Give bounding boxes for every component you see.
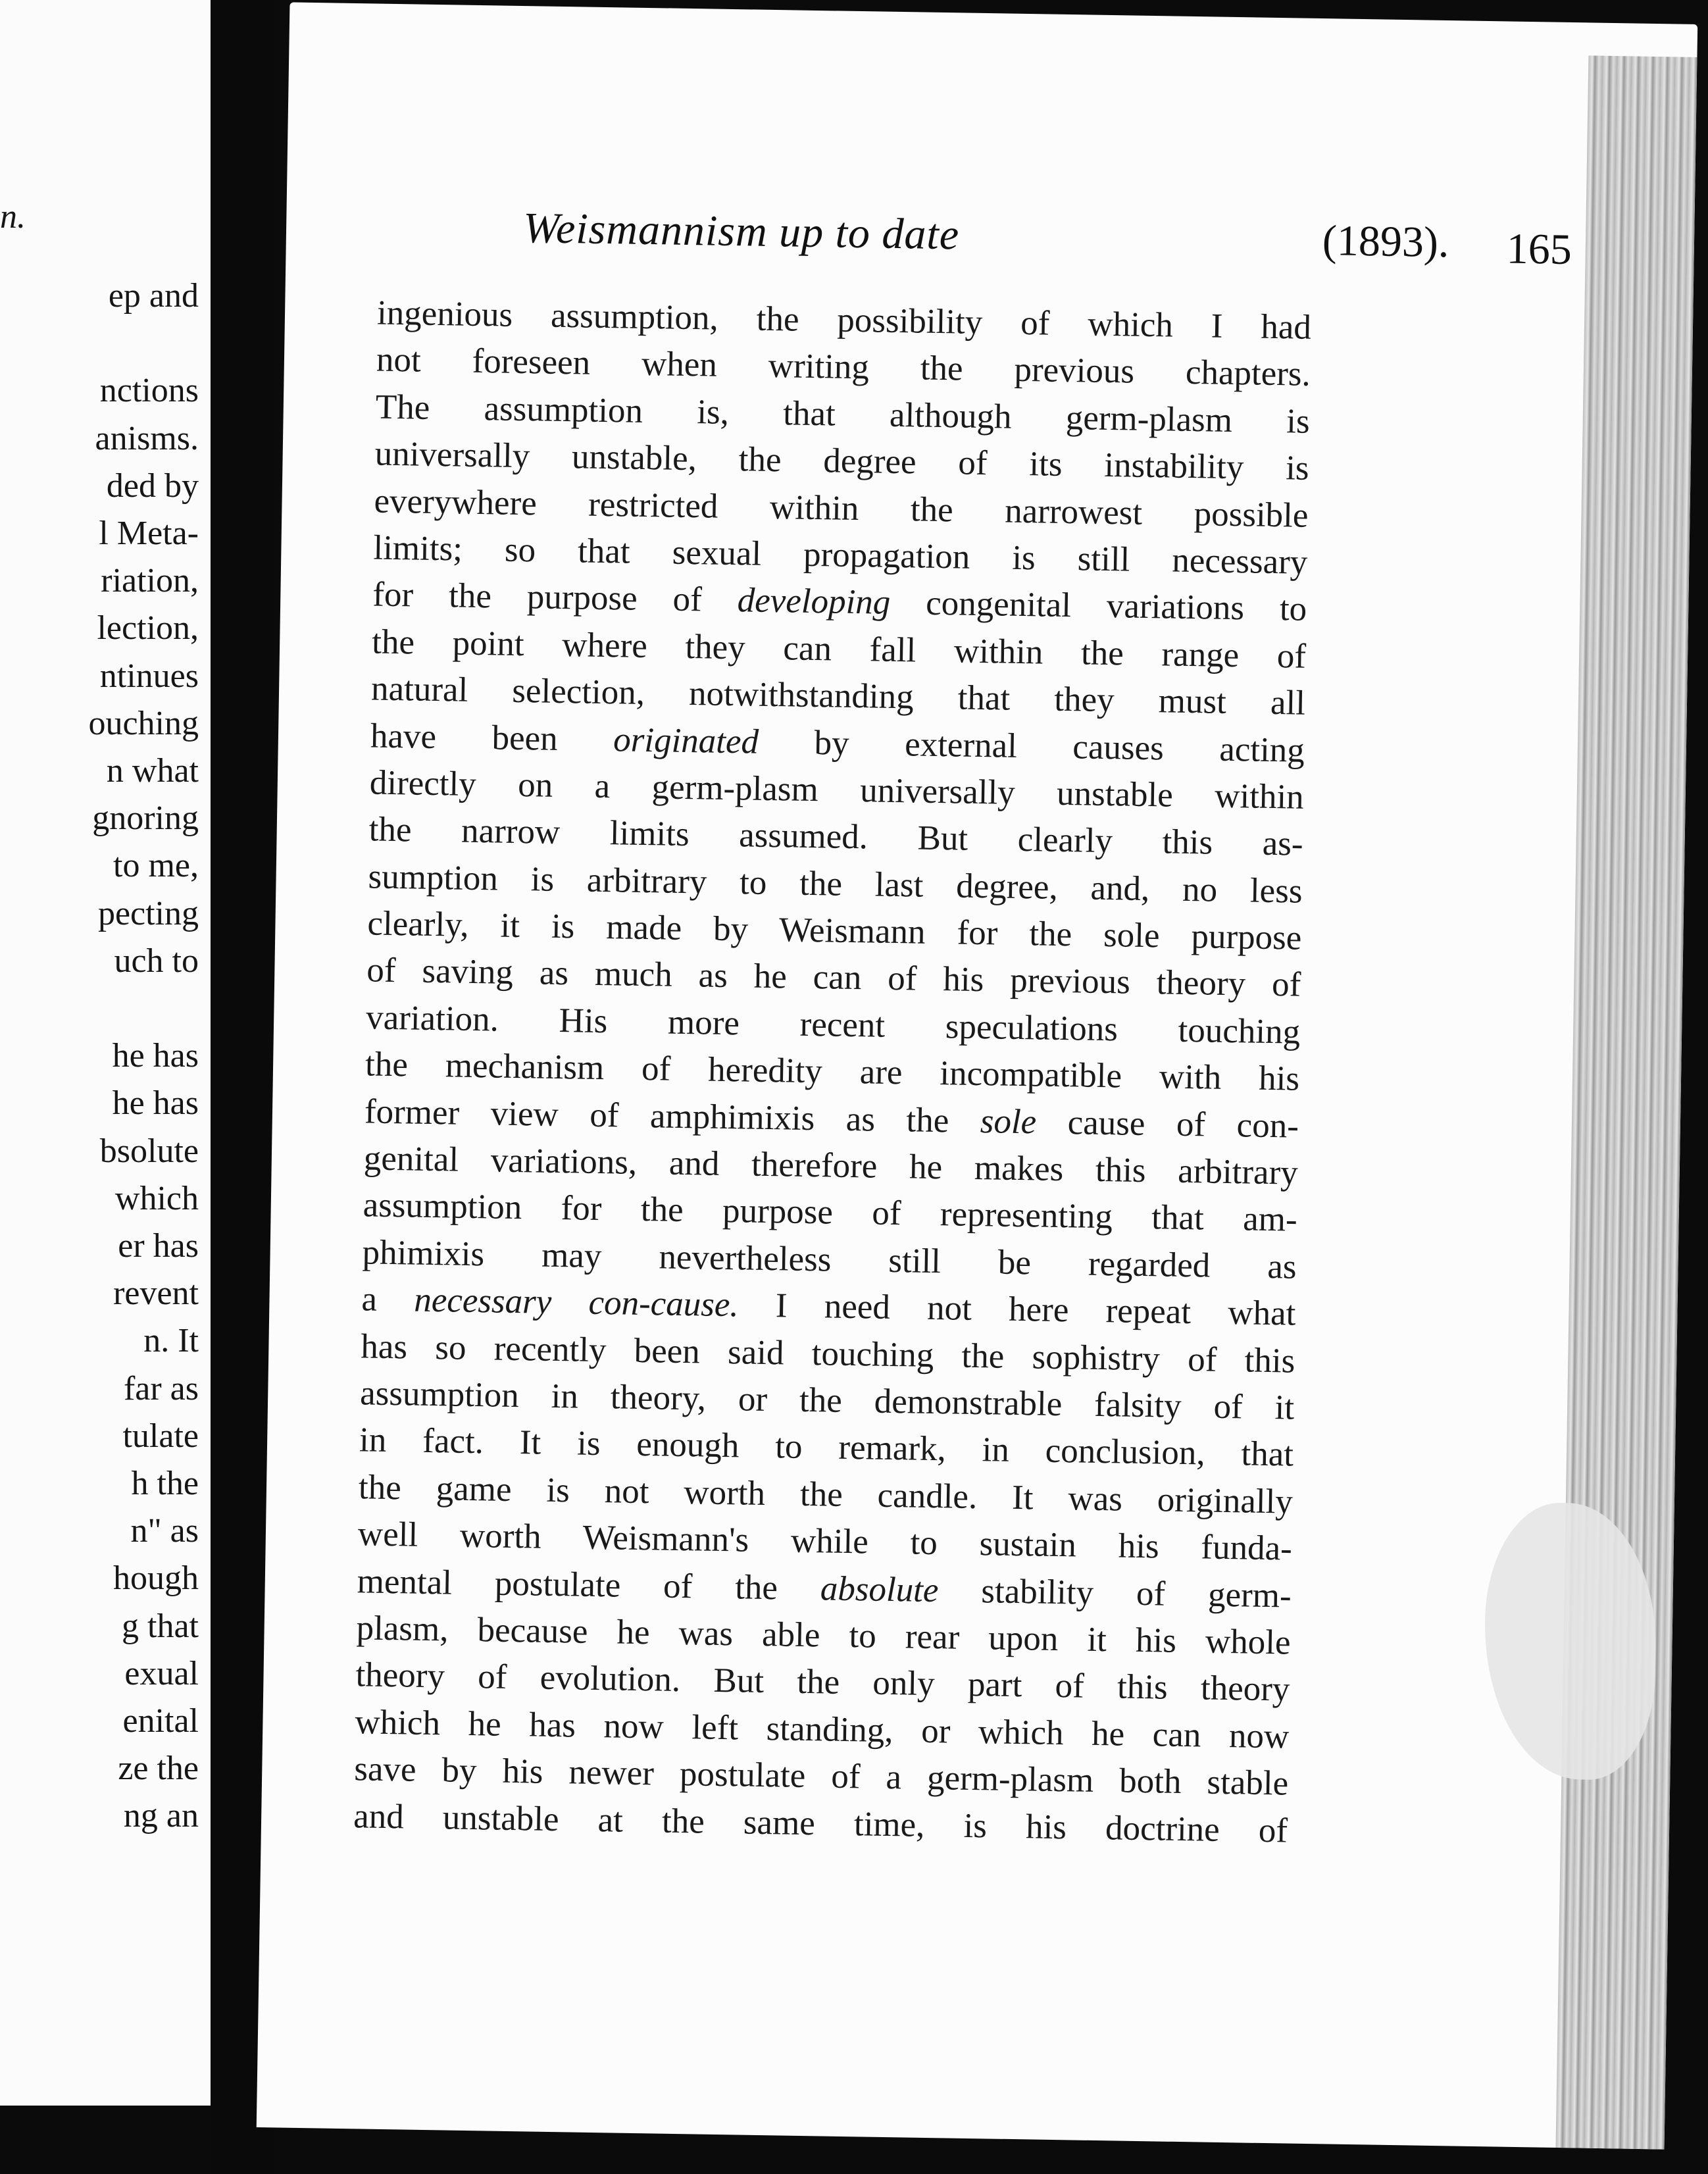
previous-page-line-fragment: pecting xyxy=(97,894,199,932)
body-text xyxy=(353,290,1312,1855)
text-segment: everywhere restricted within the narrowest possible xyxy=(374,482,1309,535)
italic-text: absolute xyxy=(820,1569,939,1609)
text-segment: variation. His more recent speculations touching xyxy=(365,998,1301,1051)
text-segment: by external causes acting xyxy=(758,722,1305,770)
text-segment: for the purpose of xyxy=(372,575,738,620)
previous-page-line-fragment: which xyxy=(114,1179,199,1217)
previous-page-line-fragment: uch to xyxy=(114,942,199,980)
previous-page-line-fragment: n what xyxy=(106,752,199,790)
italic-text: originated xyxy=(613,720,759,761)
running-head-year: (1893). xyxy=(1322,216,1450,267)
text-segment: directly on a germ-plasm universally unstable within xyxy=(369,763,1305,817)
text-segment: the point where they can fall within the range of xyxy=(371,622,1307,676)
previous-page-line-fragment: l Meta- xyxy=(99,515,199,552)
text-segment: stability of germ- xyxy=(938,1571,1292,1615)
previous-page-line-fragment: n. It xyxy=(143,1322,199,1360)
text-segment: theory of evolution. But the only part of this theory xyxy=(355,1656,1290,1709)
text-segment: clearly, it is made by Weismann for the sole purpose xyxy=(367,904,1302,957)
text-segment: which he has now left standing, or which he can now xyxy=(355,1702,1290,1756)
previous-page-line-fragment: er has xyxy=(118,1227,199,1265)
page-number: 165 xyxy=(1506,224,1572,274)
text-segment: limits; so that sexual propagation is still necessary xyxy=(373,528,1308,582)
current-page xyxy=(257,2,1697,2149)
text-segment: not foreseen when writing the previous chapters. xyxy=(376,340,1311,394)
previous-page-line-fragment: to me, xyxy=(113,847,199,885)
text-segment: save by his newer postulate of a germ-plasm both stable xyxy=(353,1750,1289,1803)
running-head-title: Weismannism up to date xyxy=(522,204,960,259)
text-segment: sumption is arbitrary to the last degree, and, no less xyxy=(368,857,1303,911)
text-segment: former view of amphimixis as the xyxy=(364,1092,981,1140)
page-edge-stack xyxy=(1556,55,1697,2149)
text-segment: I need not here repeat what xyxy=(738,1286,1296,1333)
text-segment: the mechanism of heredity are incompatible with his xyxy=(364,1045,1300,1098)
previous-page-line-fragment: h the xyxy=(131,1465,199,1502)
previous-page-line-fragment: lection, xyxy=(97,609,199,647)
italic-text: sole xyxy=(980,1101,1037,1142)
text-segment: ingenious assumption, the possibility of which I had xyxy=(376,293,1312,347)
previous-page-line-fragment: he has xyxy=(112,1037,199,1075)
previous-page xyxy=(0,0,214,2106)
text-segment: the game is not worth the candle. It was originally xyxy=(358,1468,1294,1521)
text-segment: and unstable at the same time, is his doctrine of xyxy=(353,1796,1288,1850)
previous-page-line-fragment: nctions xyxy=(99,372,199,410)
text-segment: in fact. It is enough to remark, in conclusion, that xyxy=(359,1421,1294,1474)
previous-page-line-fragment: n" as xyxy=(130,1512,199,1550)
running-head xyxy=(522,203,1589,279)
previous-page-line-fragment: he has xyxy=(112,1084,199,1123)
text-segment: well worth Weismann's while to sustain his funda- xyxy=(357,1515,1293,1568)
text-segment: assumption in theory, or the demonstrable falsity of it xyxy=(359,1374,1295,1427)
previous-page-line-fragment: g that xyxy=(122,1607,199,1645)
text-segment: genital variations, and therefore he makes this arbitrary xyxy=(363,1139,1299,1192)
previous-page-header-fragment: n. xyxy=(0,198,26,236)
italic-text: necessary con-cause. xyxy=(413,1280,740,1325)
text-segment: of saving as much as he can of his previous theory of xyxy=(366,951,1301,1005)
text-segment: phimixis may nevertheless still be regarded as xyxy=(362,1233,1297,1286)
text-segment: natural selection, notwithstanding that they must all xyxy=(370,669,1306,722)
italic-text: developing xyxy=(737,581,891,622)
previous-page-line-fragment: revent xyxy=(113,1275,199,1313)
previous-page-line-fragment: ze the xyxy=(118,1750,199,1788)
previous-page-line-fragment: ded by xyxy=(106,467,199,505)
previous-page-line-fragment: anisms. xyxy=(95,419,199,457)
previous-page-line-fragment: ng an xyxy=(123,1797,199,1835)
text-segment: The assumption is, that although germ-plasm is xyxy=(375,388,1311,441)
previous-page-line-fragment: riation, xyxy=(101,562,199,600)
text-segment: cause of con- xyxy=(1036,1103,1299,1146)
text-segment: the narrow limits assumed. But clearly this as- xyxy=(368,810,1304,864)
text-segment: congenital variations to xyxy=(890,584,1307,629)
previous-page-line-fragment: ntinues xyxy=(99,657,199,695)
text-segment: assumption for the purpose of representing that am- xyxy=(363,1186,1298,1240)
text-segment: have been xyxy=(370,716,614,759)
previous-page-line-fragment: hough xyxy=(113,1559,199,1598)
previous-page-line-fragment: tulate xyxy=(122,1417,199,1455)
text-segment: universally unstable, the degree of its instability is xyxy=(374,434,1310,488)
previous-page-line-fragment: ep and xyxy=(108,277,199,315)
text-segment: a xyxy=(361,1280,414,1319)
previous-page-line-fragment: gnoring xyxy=(92,799,199,838)
text-segment: plasm, because he was able to rear upon it his whole xyxy=(356,1609,1291,1662)
previous-page-line-fragment: ouching xyxy=(88,704,199,742)
previous-page-line-fragment: exual xyxy=(124,1654,199,1692)
text-segment: mental postulate of the xyxy=(357,1561,821,1607)
previous-page-line-fragment: far as xyxy=(123,1369,199,1407)
previous-page-line-fragment: enital xyxy=(122,1702,199,1740)
text-segment: has so recently been said touching the sophistry of this xyxy=(360,1327,1295,1380)
previous-page-line-fragment: bsolute xyxy=(99,1132,199,1170)
paper-stain xyxy=(1482,1502,1658,1781)
